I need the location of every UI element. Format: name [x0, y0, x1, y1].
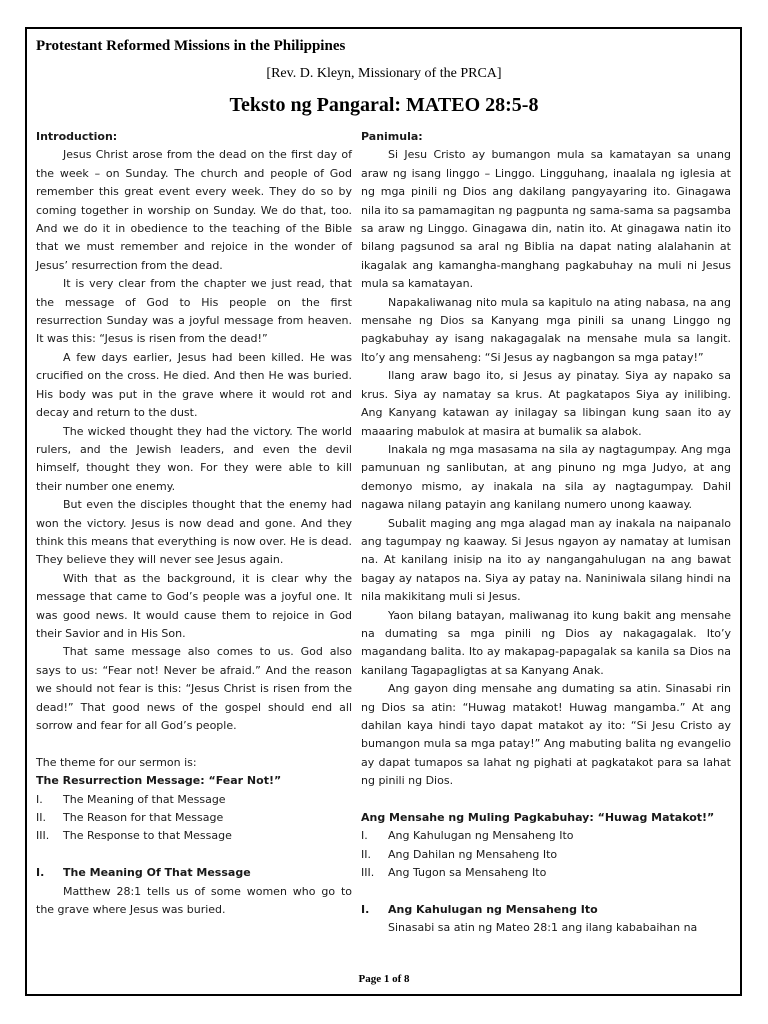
page-title: Teksto ng Pangaral: MATEO 28:5-8 [229, 94, 539, 116]
tagalog-paragraph: Inakala ng mga masasama na sila ay nagtagumpay. Ang mga pamunuan ng sanlibutan, at ang pinuno ng mga Judyo, at ang demonyo mismo, ay inakala na sila ay nagtagumpay. Dahil nagawa nilang patayin ang kanilang numero unong kaaway. [361, 442, 731, 512]
tagalog-paragraph: Ilang araw bago ito, si Jesus ay pinatay. Siya ay napako sa krus. Siya ay namatay sa krus. At pagkatapos Siya ay inilibing. Ang Kanyang katawan ay inilagay sa libingan kung saan ito ay maaaring mabulok at masira at bumalik sa alabok. [361, 369, 731, 438]
list-item: I. The Meaning of that Message [36, 792, 226, 806]
tagalog-paragraph: Si Jesu Cristo ay bumangon mula sa kamatayan sa unang araw ng isang linggo – Linggo. Lingguhang, inaalala ng iglesia at ng mga pinili ng Dios ang dakilang pangyayaring ito. Ginagawa nila ito sa pamamagitan ng pagpunta ng sama-sama sa pagsamba sa araw ng Linggo. Ginagawa din, natin ito. At ginagawa natin ito bilang pagsunod sa aral ng Biblia na dapat nating alalahanin at ikagalak ang kamangha-manghang pagkabuhay na muli ni Jesus mula sa kamatayan. [361, 148, 731, 291]
english-paragraph: A few days earlier, Jesus had been killed. He was crucified on the cross. He died. And then He was buried. His body was put in the grave where it would rot and decay and return to the dust. [36, 350, 352, 420]
spacer [36, 846, 352, 864]
list-item: III. Ang Tugon sa Mensaheng Ito [361, 866, 547, 880]
page-number: Page 1 of 8 [358, 973, 410, 985]
english-paragraph: Jesus Christ arose from the dead on the first day of the week – on Sunday. The church and people of God remember this great event every week. They do so by coming together in worship on Sunday. We do that, too. And we do it in obedience to the teaching of the Bible that we must remember and rejoice in the wonder of Jesus’ resurrection from the dead. [36, 148, 352, 272]
tagalog-paragraph: Yaon bilang batayan, maliwanag ito kung bakit ang mensahe na dumating sa mga pinili ng Dios ay nakagagalak. Ito’y magandang balita. Ito ay makapag-papagalak sa kanila sa Dios na kanilang Tagapagligtas at sa Kanyang Anak. [361, 608, 731, 677]
english-theme-intro: The theme for our sermon is: [36, 755, 197, 769]
spacer [361, 883, 731, 901]
tagalog-paragraph: Subalit maging ang mga alagad man ay inakala na naipanalo ang tagumpay ng kaaway. Si Jesus ngayon ay namatay at lumisan na. At kanilang inisip na ito ay nangangahulugan na ang bawat bagay ay natapos na. Siya ay patay na. Naniniwala silang hindi na nila makikitang muli si Jesus. [361, 516, 731, 604]
list-item: II. Ang Dahilan ng Mensaheng Ito [361, 847, 558, 861]
english-section-heading: I. The Meaning Of That Message [36, 866, 251, 880]
organization-name: Protestant Reformed Missions in the Philippines [36, 38, 346, 54]
tagalog-section-text: Sinasabi sa atin ng Mateo 28:1 ang ilang kababaihan na [388, 921, 698, 935]
tagalog-section-heading: I. Ang Kahulugan ng Mensaheng Ito [361, 903, 598, 917]
tagalog-paragraph: Napakaliwanag nito mula sa kapitulo na ating nabasa, na ang mensahe ng Dios sa Kanyang mga pinili sa unang Linggo ng pagkabuhay ay isang nakagagalak na mensahe mula sa langit. Ito’y ang mensaheng: “Si Jesus ay nagbangon sa mga patay!” [361, 295, 731, 364]
english-sermon-theme: The Resurrection Message: “Fear Not!” [36, 774, 282, 788]
english-paragraph: The wicked thought they had the victory. The world rulers, and the Jewish leaders, and even the devil himself, thought they won. For they were able to kill their number one enemy. [36, 424, 352, 493]
english-paragraph: It is very clear from the chapter we just read, that the message of God to His people on the first resurrection Sunday was a joyful message from heaven. It was this: “Jesus is risen from the dead!” [36, 277, 352, 346]
english-paragraph: That same message also comes to us. God also says to us: “Fear not! Never be afraid.” And the reason we should not fear is this: “Jesus Christ is risen from the dead!” That good news of the gospel should end all sorrow and fear for all God’s people. [36, 645, 352, 732]
tagalog-sermon-theme: Ang Mensahe ng Muling Pagkabuhay: “Huwag Matakot!” [361, 811, 715, 825]
english-outline [36, 791, 352, 846]
list-item: II. The Reason for that Message [36, 811, 224, 825]
english-column [36, 128, 352, 919]
list-item: III. The Response to that Message [36, 829, 232, 843]
english-paragraph: With that as the background, it is clear why the message that came to God’s people was a joyful one. It was good news. It would cause them to rejoice in God their Savior and in His Son. [36, 571, 352, 640]
spacer [36, 735, 352, 753]
tagalog-column [361, 128, 731, 938]
english-paragraph: But even the disciples thought that the enemy had won the victory. Jesus is now dead and gone. And they think this means that everything is now over. He is dead. They believe they will never see Jesus again. [36, 498, 352, 567]
spacer [361, 791, 731, 809]
tagalog-introduction-heading: Panimula: [361, 130, 423, 143]
list-item: I. Ang Kahulugan ng Mensaheng Ito [361, 829, 574, 843]
missionary-line: [Rev. D. Kleyn, Missionary of the PRCA] [266, 66, 502, 81]
english-section-text: Matthew 28:1 tells us of some women who go to the grave where Jesus was buried. [36, 884, 352, 917]
tagalog-paragraph: Ang gayon ding mensahe ang dumating sa atin. Sinasabi rin ng Dios sa atin: “Huwag matakot! Huwag mangamba.” At ang dahilan kaya hindi tayo dapat matakot ay ito: “Si Jesu Cristo ay bumangon mula sa mga patay!” Ang mabuting balita ng evangelio ay dapat tumapos sa lahat ng pighati at pagkatakot para sa lahat ng pinili ng Dios. [361, 682, 731, 788]
english-introduction-heading: Introduction: [36, 130, 118, 143]
tagalog-outline [361, 827, 731, 882]
